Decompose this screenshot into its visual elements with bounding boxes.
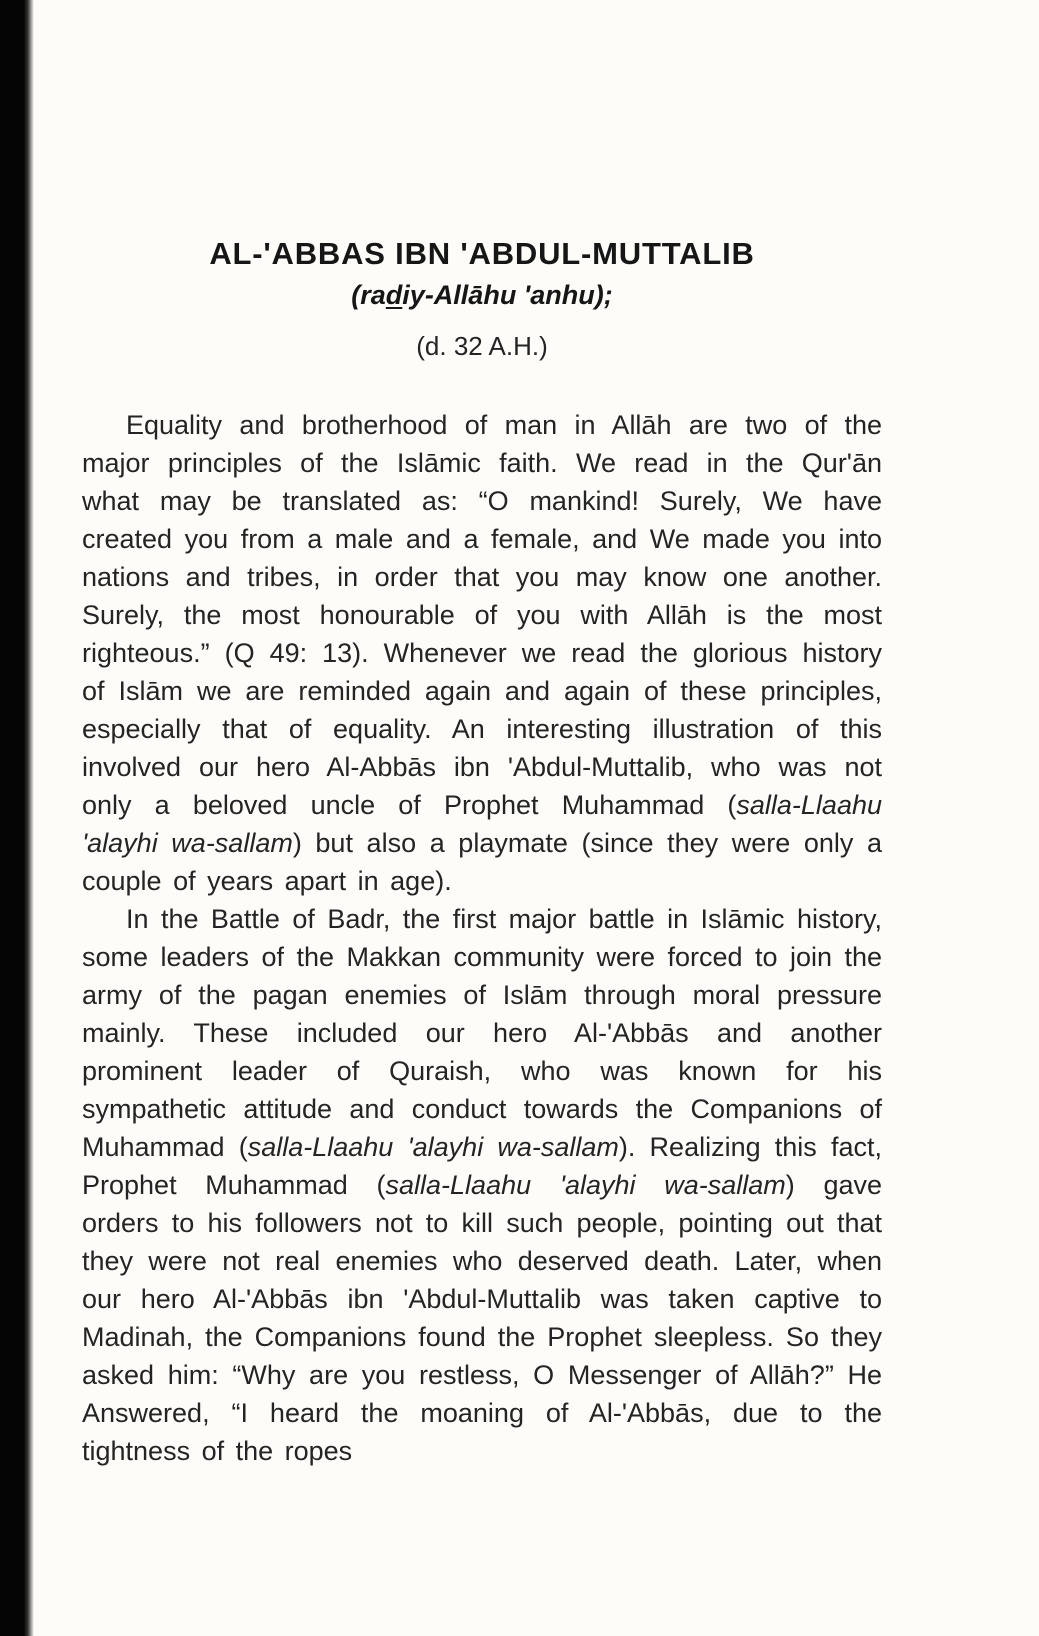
text-segment-italic: salla-Llaahu 'alayhi wa-sallam [385, 1170, 786, 1200]
paragraph [82, 900, 882, 1470]
text-segment-italic: salla-Llaahu 'alayhi wa-sallam [247, 1132, 619, 1162]
subtitle-segment: iy-Allāhu 'anhu); [402, 280, 613, 310]
death-date-line: (d. 32 A.H.) [416, 331, 548, 361]
scan-edge-shadow [0, 0, 34, 1636]
page-title: AL-'ABBAS IBN 'ABDUL-MUTTALIB [209, 236, 755, 271]
page-content [82, 236, 882, 1470]
page-subtitle [82, 280, 882, 311]
text-segment: Equality and brotherhood of man in Allāh are two of the major principles of the Islāmic faith. We read in the Qur'ān what may be translated as: “O mankind! Surely, We have created you from a male and a female, and We made you into nations and tribes, in order that you may know one another. Surely, the most honourable of you with Allāh is the most righteous.” (Q 49: 13). Whenever we read the glorious history of Islām we are reminded again and again of these principles, especially that of equality. An interesting illustration of this involved our hero Al-Abbās ibn 'Abdul-Muttalib, who was not only a beloved uncle of Prophet Muhammad ( [82, 410, 882, 820]
text-segment: ) but also a playmate (since they were only a couple of years apart in age). [82, 828, 882, 896]
text-segment: In the Battle of Badr, the first major battle in Islāmic history, some leaders of the Makkan community were forced to join the army of the pagan enemies of Islām through moral pressure mainly. These included our hero Al-'Abbās and another prominent leader of Quraish, who was known for his sympathetic attitude and conduct towards the Companions of Muhammad ( [82, 904, 882, 1162]
subtitle-segment: d [385, 280, 403, 310]
body-text [82, 406, 882, 1470]
text-segment: ). Realizing this fact, Prophet Muhammad ( [82, 1132, 882, 1200]
paragraph [82, 406, 882, 900]
text-segment: ) gave orders to his followers not to kill such people, pointing out that they were not real enemies who deserved death. Later, when our hero Al-'Abbās ibn 'Abdul-Muttalib was taken captive to Madinah, the Companions found the Prophet sleepless. So they asked him: “Why are you restless, O Messenger of Allāh?” He Answered, “I heard the moaning of Al-'Abbās, due to the tightness of the ropes [82, 1170, 882, 1466]
text-segment-italic: salla-Llaahu 'alayhi wa-sallam [82, 790, 882, 858]
subtitle-segment: (ra [351, 280, 386, 310]
